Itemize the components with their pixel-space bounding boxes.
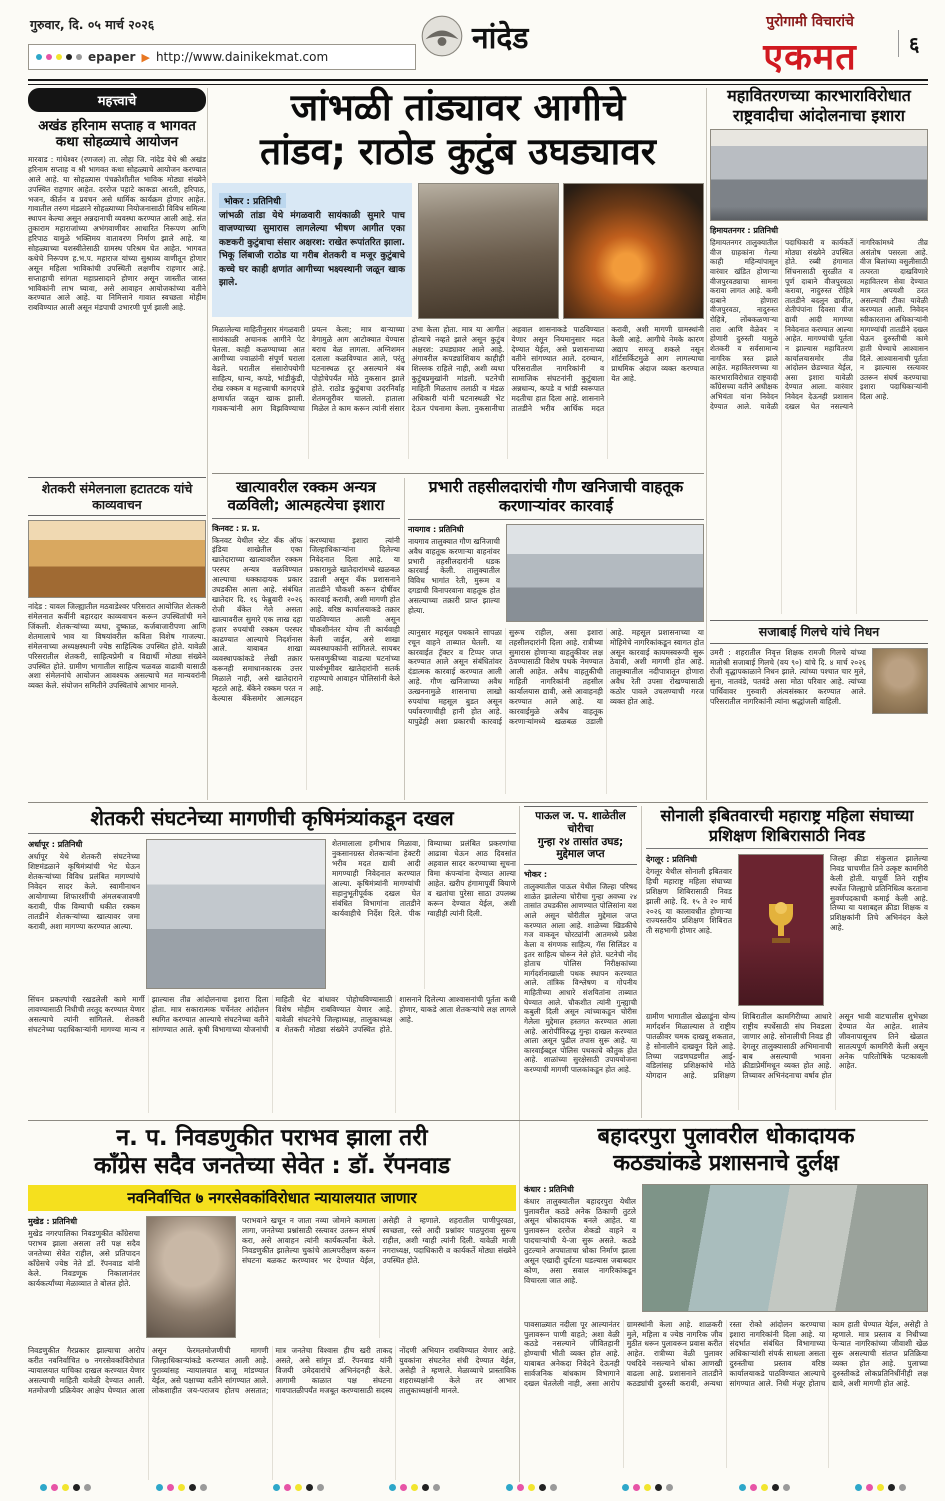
- article-headline: शेतकरी संमेलनाला हटातटक यांचे काव्यवाचन: [28, 477, 206, 516]
- article-lead-fire: [212, 86, 704, 459]
- color-dot: [317, 1484, 324, 1491]
- article-body: मुखेड नगरपालिका निवडणुकीत काँग्रेसचा पराभव झाला असला तरी पक्ष सदैव जनतेच्या सेवेत राहील, असे प्रतिपादन काँग्रेसचे ज्येष्ठ नेते डॉ. रॅपनवाड यांनी केले. निवडणूक निकालानंतर कार्यकर्त्यांच्या मेळाव्यात ते बोलत होते.: [28, 1229, 140, 1288]
- article-headline: प्रभारी तहसीलदारांची गौण खनिजाची वाहतूक करणाऱ्यांवर कारवाई: [408, 478, 704, 520]
- color-dot: [422, 1484, 429, 1491]
- article-body: किनवट येथील स्टेट बँक ऑफ इंडिया शाखेतील एका खातेदाराच्या खात्यावरील रक्कम परस्पर अन्यत्र वळविण्यात आल्याचा धक्कादायक प्रकार उघडकीस आला आहे. संबंधित खातेदार दि. १६ फेब्रुवारी २०२६ रोजी बँकेत गेले असता खात्यावरील सुमारे एक लाख दहा हजार रुपयांची रक्कम परस्पर काढण्यात आल्याचे निदर्शनास आले. याबाबत शाखा व्यवस्थापकांकडे लेखी तक्रार करूनही समाधानकारक उत्तर मिळाले नाही, असे खातेदाराने म्हटले आहे. बँकेने रक्कम परत न केल्यास बँकेसमोर आत्मदहन करण्याचा इशारा त्यांनी जिल्हाधिकाऱ्यांना दिलेल्या निवेदनात दिला आहे. या प्रकारामुळे खातेदारांमध्ये खळबळ उडाली असून बँक प्रशासनाने तातडीने चौकशी करून दोषींवर कारवाई करावी, अशी मागणी होत आहे. वरिष्ठ कार्यालयाकडे तक्रार पाठविण्यात आली असून चौकशीनंतर योग्य ती कार्यवाही केली जाईल, असे शाखा व्यवस्थापकांनी सांगितले. सायबर फसवणुकीच्या वाढत्या घटनांच्या पार्श्वभूमीवर खातेदारांनी सतर्क राहण्याचे आवाहन पोलिसांनी केले आहे.: [212, 535, 400, 703]
- lead-intro-text: जांभळी तांडा येथे मंगळवारी सायंकाळी सुमारे पाच वाजण्याच्या सुमारास लागलेल्या भीषण आगीत एका कष्टकरी कुटुंबाचा संसार अक्षरश: राखेत रूपांतरित झाला. भिकू लिंबाजी राठोड या गरीब शेतकरी व मजूर कुटुंबाचे कच्चे घर काही क्षणांत आगीच्या भक्ष्यस्थानी जळून खाक झाले.: [219, 210, 405, 289]
- article-lead-column: [408, 524, 500, 623]
- article-body: उमरी : शहरातील निवृत्त शिक्षक रामजी गिलचे यांच्या मातोश्री सजाबाई गिलचे (वय ९०) यांचे दि. ४ मार्च २०२६ रोजी वृद्धापकाळाने निधन झाले. त्यांच्या पश्चात चार मुले, सुना, नातवंडे, पतवंडे असा मोठा परिवार आहे. त्यांच्या पार्थिवावर गुरुवारी अंत्यसंस्कार करण्यात आले. परिसरातील नागरिकांनी त्यांना श्रद्धांजली वाहिली.: [710, 647, 866, 707]
- registration-dots: [739, 1484, 790, 1491]
- article-body: हिमायतनगर तालुक्यातील वीज ग्राहकांना गेल्या काही महिन्यांपासून वारंवार खंडित होणाऱ्या वीजपुरवठ्याचा सामना करावा लागत आहे. कमी दाबाने होणारा वीजपुरवठा, नादुरुस्त रोहित्रे, लोंबकळणाऱ्या तारा आणि वेळेवर न होणारी दुरुस्ती यामुळे शेतकरी व सर्वसामान्य नागरिक त्रस्त झाले आहेत. महावितरणच्या या कारभाराविरोधात राष्ट्रवादी काँग्रेसच्या वतीने अधीक्षक अभियंता यांना निवेदन देण्यात आले. यावेळी पदाधिकारी व कार्यकर्ते मोठ्या संख्येने उपस्थित होते. रब्बी हंगामात सिंचनासाठी सुरळीत व पूर्ण दाबाने वीजपुरवठा करावा, नादुरुस्त रोहित्रे तातडीने बदलून द्यावीत, शेतीपंपांना दिवसा वीज द्यावी आदी मागण्या निवेदनात करण्यात आल्या आहेत. मागण्यांची पूर्तता न झाल्यास महावितरण कार्यालयासमोर तीव्र आंदोलन छेडण्यात येईल, असा इशारा यावेळी देण्यात आला. वारंवार निवेदन देऊनही प्रशासन दखल घेत नसल्याने नागरिकांमध्ये तीव्र असंतोष पसरला आहे. वीज बिलांच्या वसुलीसाठी तत्परता दाखविणारे महावितरण सेवा देण्यात मात्र अपयशी ठरत असल्याची टीका यावेळी करण्यात आली. निवेदन स्वीकारताना अधिकाऱ्यांनी मागण्यांची तातडीने दखल घेऊन दुरुस्तीची कामे हाती घेण्याचे आश्वासन दिले. आश्वासनाची पूर्तता न झाल्यास रस्त्यावर उतरून संघर्ष करण्याचा इशारा पदाधिकाऱ्यांनी दिला आहे.: [710, 238, 928, 411]
- dateline: भोकर :: [524, 870, 548, 880]
- protest-memorandum-photo: [710, 129, 928, 221]
- section-rule: [28, 1120, 928, 1121]
- obituary-portrait-photo: [872, 648, 928, 714]
- color-dot: [40, 1484, 47, 1491]
- headline-line2: कठड्यांकडे प्रशासनाचे दुर्लक्ष: [613, 1150, 839, 1176]
- epaper-strip: [28, 44, 416, 70]
- article-headline: शेतकरी संघटनेच्या मागणीची कृषिमंत्र्यांकडून दखल: [28, 806, 516, 834]
- article-body: पावसाळ्यात नदीला पूर आल्यानंतर पुलावरून पाणी वाहते; अशा वेळी कठडे नसल्याने जीवितहानी होण्याची भीती व्यक्त होत आहे. याबाबत अनेकदा निवेदने देऊनही सार्वजनिक बांधकाम विभागाने दखल घेतलेली नाही, असा आरोप ग्रामस्थांनी केला आहे. शाळकरी मुले, महिला व ज्येष्ठ नागरिक जीव मुठीत धरून पुलावरून प्रवास करीत आहेत. रात्रीच्या वेळी पुलावर पथदिवे नसल्याने धोका आणखी वाढला आहे. प्रशासनाने तातडीने कठड्यांची दुरुस्ती करावी, अन्यथा रस्ता रोको आंदोलन करण्याचा इशारा नागरिकांनी दिला आहे. या संदर्भात संबंधित विभागाच्या अधिकाऱ्यांशी संपर्क साधला असता दुरुस्तीचा प्रस्ताव वरिष्ठ कार्यालयाकडे पाठविण्यात आल्याचे सांगण्यात आले. निधी मंजूर होताच काम हाती घेण्यात येईल, असेही ते म्हणाले. मात्र प्रस्ताव व निधीच्या फेऱ्यात नागरिकांच्या जीवाशी खेळ सुरू असल्याची संतप्त प्रतिक्रिया व्यक्त होत आहे. पुलाच्या दुरुस्तीकडे लोकप्रतिनिधींनीही लक्ष द्यावे, अशी मागणी होत आहे.: [524, 1319, 928, 1388]
- article-body: नायगाव तालुक्यात गौण खनिजाची अवैध वाहतूक करणाऱ्या वाहनांवर प्रभारी तहसीलदारांनी धडक कारवाई केली. तालुक्यातील विविध भागांत रेती, मुरूम व दगडाची विनापरवाना वाहतूक होत असल्याच्या तक्रारी प्राप्त झाल्या होत्या.: [408, 536, 500, 616]
- registration-dots: [40, 1484, 91, 1491]
- color-dot: [389, 1484, 396, 1491]
- arrow-icon: ▶: [141, 50, 150, 64]
- article-body: सिंचन प्रकल्पांची रखडलेली कामे मार्गी लावण्यासाठी निधीची तरतूद करण्यात येणार असल्याचे त्यांनी सांगितले. शेतकरी संघटनेच्या पदाधिकाऱ्यांनी मागण्या मान्य न झाल्यास तीव्र आंदोलनाचा इशारा दिला होता. मात्र सकारात्मक चर्चेनंतर आंदोलन स्थगित करण्यात आल्याचे संघटनेच्या वतीने सांगण्यात आले. कृषी विभागाच्या योजनांची माहिती थेट बांधावर पोहोचविण्यासाठी विशेष मोहीम राबविण्यात येणार आहे. यावेळी संघटनेचे जिल्हाध्यक्ष, तालुकाध्यक्ष व शेतकरी मोठ्या संख्येने उपस्थित होते. शासनाने दिलेल्या आश्वासनांची पूर्तता कधी होणार, याकडे आता शेतकऱ्यांचे लक्ष लागले आहे.: [28, 995, 516, 1035]
- headline-line1: न. प. निवडणुकीत पराभव झाला तरी: [116, 1125, 428, 1151]
- registration-dots: [506, 1484, 557, 1491]
- article-body: निवडणुकीत गैरप्रकार झाल्याचा आरोप करीत नवनिर्वाचित ७ नगरसेवकांविरोधात न्यायालयात याचिका दाखल करण्यात येणार असल्याची माहिती यावेळी देण्यात आली. मतमोजणी प्रक्रियेवर आक्षेप घेण्यात आला असून फेरमतमोजणीची मागणी जिल्हाधिकाऱ्यांकडे करण्यात आली आहे. पुराव्यांसह न्यायालयात बाजू मांडण्यात येईल, असे पक्षाच्या वतीने सांगण्यात आले. लोकशाहीत जय-पराजय होतच असतात; मात्र जनतेचा विश्वास हीच खरी ताकद असते, असे सांगून डॉ. रॅपनवाड यांनी विजयी उमेदवारांचे अभिनंदनही केले. आगामी काळात पक्ष संघटना गावपातळीपर्यंत मजबूत करण्यासाठी सदस्य नोंदणी अभियान राबविण्यात येणार आहे. युवकांना संघटनेत संधी देण्यात येईल, असेही ते म्हणाले. मेळाव्याचे प्रास्ताविक शहराध्यक्षांनी केले तर आभार तालुकाध्यक्षांनी मानले.: [28, 1346, 516, 1395]
- registration-dots: [855, 1484, 906, 1491]
- lead-headline-line2: तांडव; राठोड कुटुंब उघड्यावर: [260, 130, 656, 174]
- brand-name: एकमत: [763, 37, 857, 78]
- dateline: मुखेड : प्रतिनिधी: [28, 1217, 78, 1227]
- color-dot: [411, 1484, 418, 1491]
- column-rule: [706, 88, 707, 800]
- lead-headline-line1: जांभळी तांड्यावर आगीचे: [290, 86, 626, 129]
- article-headline: खात्यावरील रक्कम अन्यत्र वळविली; आत्महत्येचा इशारा: [212, 478, 400, 519]
- headline-line2: गुन्हा २४ तासांत उघड; मुद्देमाल जप्त: [537, 835, 624, 861]
- color-dot: [899, 1484, 906, 1491]
- color-dot: [622, 1484, 629, 1491]
- color-dot: [284, 1484, 291, 1491]
- important-box-label: महत्त्वाचे: [28, 88, 206, 112]
- dateline: देगलूर : प्रतिनिधी: [646, 855, 697, 865]
- article-body: देगलूर येथील सोनाली इबितवार हिची महाराष्ट्र महिला संघाच्या प्रशिक्षण शिबिरासाठी निवड झाली आहे. दि. १५ ते २० मार्च २०२६ या कालावधीत होणाऱ्या राज्यस्तरीय प्रशिक्षण शिबिरात ती सहभागी होणार आहे.: [646, 867, 732, 936]
- color-dot: [76, 54, 82, 60]
- color-dot: [644, 1484, 651, 1491]
- article-bank-fraud: [212, 478, 400, 790]
- registration-dots: [273, 1484, 324, 1491]
- dateline: कंधार : प्रतिनिधी: [524, 1184, 574, 1194]
- color-dot: [506, 1484, 513, 1491]
- article-lead-column: [524, 1184, 636, 1315]
- color-dot: [62, 1484, 69, 1491]
- column-rule: [207, 88, 208, 800]
- fire-flames-photo: [563, 183, 704, 319]
- article-bridge-railing: [524, 1124, 928, 1468]
- article-body: त्यानुसार महसूल पथकाने सापळा रचून वाहने ताब्यात घेतली. या कारवाईत ट्रॅक्टर व टिप्पर जप्त करण्यात आले असून संबंधितांवर दंडात्मक कारवाई करण्यात आली आहे. गौण खनिजाच्या अवैध उत्खननामुळे शासनाचा लाखो रुपयांचा महसूल बुडत असून पर्यावरणाचीही हानी होत आहे. यापुढेही अशा प्रकारची कारवाई सुरूच राहील, असा इशारा तहसीलदारांनी दिला आहे. रात्रीच्या सुमारास होणाऱ्या वाहतुकीवर लक्ष ठेवण्यासाठी विशेष पथके नेमण्यात आली आहेत. अवैध वाहतुकीची माहिती नागरिकांनी तहसील कार्यालयास द्यावी, असे आवाहनही करण्यात आले आहे. या कारवाईमुळे अवैध वाहतूक करणाऱ्यांमध्ये खळबळ उडाली आहे. महसूल प्रशासनाच्या या मोहिमेचे नागरिकांकडून स्वागत होत असून कारवाई कायमस्वरूपी सुरू ठेवावी, अशी मागणी होत आहे. तालुक्यातील नदीपात्रातून होणारा अवैध रेती उपसा रोखण्यासाठी कठोर पावले उचलण्याची गरज व्यक्त होत आहे.: [408, 627, 704, 726]
- color-dot: [655, 1484, 662, 1491]
- color-dot: [295, 1484, 302, 1491]
- article-congress: [28, 1124, 516, 1480]
- masthead-rule: [28, 79, 928, 85]
- headline-line2: काँग्रेस सदैव जनतेच्या सेवेत : डॉ. रॅपनवाड: [93, 1153, 450, 1180]
- sammelan-photo: [28, 520, 206, 598]
- color-dot: [855, 1484, 862, 1491]
- section-rule: [212, 473, 704, 474]
- article-body: जिल्हा क्रीडा संकुलात झालेल्या निवड चाचणीत तिने उत्कृष्ट कामगिरी केली होती. यापूर्वी तिने राष्ट्रीय स्पर्धेत जिल्ह्याचे प्रतिनिधित्व करताना सुवर्णपदकाची कमाई केली आहे. तिच्या या यशाबद्दल क्रीडा शिक्षक व प्रशिक्षकांनी तिचे अभिनंदन केले आहे.: [830, 854, 928, 933]
- color-dot: [189, 1484, 196, 1491]
- article-mahavitaran: [710, 86, 928, 756]
- headline-line1: पाऊल ज. प. शाळेतील चोरीचा: [535, 810, 626, 835]
- registration-dots: [156, 1484, 207, 1491]
- lead-intro-box: [212, 183, 412, 317]
- color-dot: [46, 54, 52, 60]
- color-dot: [306, 1484, 313, 1491]
- color-dot: [783, 1484, 790, 1491]
- article-farmers-demands: [28, 806, 516, 1113]
- headline-line1: बहादरपुरा पुलावरील धोकादायक: [597, 1124, 855, 1149]
- delegation-meeting-photo: [146, 839, 326, 989]
- edition-city: नांदेड: [472, 20, 529, 56]
- column-rule: [404, 478, 405, 800]
- registration-dots: [622, 1484, 673, 1491]
- edition-date: गुरुवार, दि. ०५ मार्च २०२६: [30, 17, 155, 32]
- article-headline: [524, 806, 637, 865]
- registration-dots-row: [40, 1484, 906, 1491]
- article-headline: सजाबाई गिलचे यांचे निधन: [710, 620, 928, 644]
- leader-portrait-photo: [146, 1216, 236, 1338]
- color-dot: [156, 1484, 163, 1491]
- dateline: अर्धापूर : प्रतिनिधी: [28, 840, 83, 850]
- article-body: ग्रामीण भागातील खेळाडूंना योग्य मार्गदर्शन मिळाल्यास ते राष्ट्रीय पातळीवर चमक दाखवू शकतात, हे सोनालीने दाखवून दिले आहे. तिच्या जडणघडणीत आई-वडिलांसह प्रशिक्षकांचे मोठे योगदान आहे. प्रशिक्षण शिबिरातील कामगिरीच्या आधारे राष्ट्रीय स्पर्धेसाठी संघ निवडला जाणार आहे. सोनालीची निवड ही देगलूर तालुक्यासाठी अभिमानाची बाब असल्याची भावना क्रीडाप्रेमींमधून व्यक्त होत आहे. तिच्यावर अभिनंदनाचा वर्षाव होत असून भावी वाटचालीस शुभेच्छा देण्यात येत आहेत. शालेय जीवनापासूनच तिने खेळात सातत्यपूर्ण कामगिरी केली असून अनेक पारितोषिके पटकावली आहेत.: [646, 1012, 928, 1081]
- article-body: तालुक्यातील पाऊल येथील जिल्हा परिषद शाळेत झालेल्या चोरीचा गुन्हा अवघ्या २४ तासांत उघडकीस आणण्यात पोलिसांना यश आले असून चोरीतील मुद्देमाल जप्त करण्यात आला आहे. शाळेच्या खिडकीचे गज वाकवून चोरट्यांनी आतमध्ये प्रवेश केला व संगणक साहित्य, गॅस सिलिंडर व इतर साहित्य चोरून नेले होते. घटनेची नोंद होताच पोलिस निरीक्षकांच्या मार्गदर्शनाखाली पथक स्थापन करण्यात आले. तांत्रिक विश्लेषण व गोपनीय माहितीच्या आधारे संशयितांना ताब्यात घेण्यात आले. चौकशीत त्यांनी गुन्ह्याची कबुली दिली असून त्यांच्याकडून चोरीस गेलेला मुद्देमाल हस्तगत करण्यात आला आहे. आरोपींविरुद्ध गुन्हा दाखल करण्यात आला असून पुढील तपास सुरू आहे. या कारवाईबद्दल पोलिस पथकाचे कौतुक होत आहे. शाळांच्या सुरक्षेसाठी उपाययोजना करण्याची मागणी पालकांकडून होत आहे.: [524, 882, 637, 1075]
- article-body: कंधार तालुक्यातील बहादरपुरा येथील पुलावरील कठडे अनेक ठिकाणी तुटले असून धोकादायक बनले आहेत. या पुलावरून दररोज शेकडो वाहने व पादचाऱ्यांची ये-जा सुरू असते. कठडे तुटल्याने अपघाताचा धोका निर्माण झाला असून एखादी दुर्घटना घडल्यास जबाबदार कोण, असा सवाल नागरिकांकडून विचारला जात आहे.: [524, 1196, 636, 1285]
- dateline: किनवट : प्र. प्र.: [212, 523, 260, 533]
- article-subheadline: नवनिर्वाचित ७ नगरसेवकांविरोधात न्यायालयात जाणार: [28, 1185, 516, 1211]
- color-dot: [433, 1484, 440, 1491]
- article-body: नांदेड : यावल जिल्ह्यातील मठवाडेश्वर परिसरात आयोजित शेतकरी संमेलनात कवींनी बहारदार काव्यवाचन करून उपस्थितांची मने जिंकली. शेतकऱ्यांच्या व्यथा, दुष्काळ, कर्जबाजारीपणा आणि शेतमालाचे भाव या विषयांवरील कविता विशेष गाजल्या. संमेलनाच्या अध्यक्षस्थानी ज्येष्ठ साहित्यिक उपस्थित होते. यावेळी परिसरातील शेतकरी, साहित्यप्रेमी व विद्यार्थी मोठ्या संख्येने उपस्थित होते. ग्रामीण भागातील साहित्य चळवळ वाढावी यासाठी अशा संमेलनांचे आयोजन आवश्यक असल्याचे मत मान्यवरांनी व्यक्त केले. संयोजन समितीने उपस्थितांचे आभार मानले.: [28, 602, 206, 691]
- bridge-road-photo: [642, 1184, 928, 1312]
- color-dot: [866, 1484, 873, 1491]
- article-body: मारवाड : गांधेश्वर (रणजल) ता. लोहा जि. नांदेड येथे श्री अखंड हरिनाम सप्ताह व श्री भागवत कथा सोहळ्याचे आयोजन करण्यात आले आहे. या सोहळ्यास पंचक्रोशीतील भाविक मोठ्या संख्येने उपस्थित राहणार आहेत. दररोज पहाटे काकडा आरती, हरिपाठ, भजन, कीर्तन व प्रवचन असे धार्मिक कार्यक्रम होणार आहेत. गावातील तरुण मंडळाने सोहळ्याच्या नियोजनासाठी विविध समित्या स्थापन केल्या असून अन्नदानाची व्यवस्था करण्यात आली आहे. संत तुकाराम महाराजांच्या अभंगवाणीवर आधारित निरूपण आणि हरिपाठ यामुळे भक्तिमय वातावरण निर्माण झाले आहे. या सोहळ्याच्या यशस्वीतेसाठी ग्रामस्थ परिश्रम घेत आहेत. भागवत कथेचे निरूपण ह.भ.प. महाराज यांच्या सुश्राव्य वाणीतून होणार असून महिला भाविकांची उपस्थिती लक्षणीय राहणार आहे. सप्ताहाची सांगता महाप्रसादाने होणार असून जास्तीत जास्त भाविकांनी लाभ घ्यावा, असे आवाहन आयोजकांच्या वतीने करण्यात आले आहे. या निमित्ताने गावात स्वच्छता मोहीम राबविण्यात आली असून मंडपाची उभारणी पूर्ण झाली आहे.: [28, 154, 206, 313]
- section-rule: [28, 802, 928, 803]
- article-body: अर्धापूर येथे शेतकरी संघटनेच्या शिष्टमंडळाने कृषिमंत्र्यांची भेट घेऊन शेतकऱ्यांच्या विविध प्रलंबित मागण्यांचे निवेदन सादर केले. स्वामीनाथन आयोगाच्या शिफारशींची अंमलबजावणी करावी, पीक विम्याची थकीत रक्कम तातडीने शेतकऱ्यांच्या खात्यावर जमा करावी, अशा मागण्या करण्यात आल्या.: [28, 852, 140, 931]
- article-school-theft: [524, 806, 637, 1130]
- article-headline: अखंड हरिनाम सप्ताह व भागवत कथा सोहळ्याचे आयोजन: [38, 118, 196, 151]
- article-body: पराभवाने खचून न जाता नव्या जोमाने कामाला लागा, जनतेच्या प्रश्नांसाठी रस्त्यावर उतरून संघर्ष करा, असे आवाहन त्यांनी कार्यकर्त्यांना केले. निवडणुकीत झालेल्या चुकांचे आत्मपरीक्षण करून संघटना बळकट करण्यावर भर देण्यात येईल, असेही ते म्हणाले. शहरातील पाणीपुरवठा, स्वच्छता, रस्ते आदी प्रश्नांवर पाठपुरावा सुरूच राहील, अशी ग्वाही त्यांनी दिली. यावेळी माजी नगराध्यक्ष, पदाधिकारी व कार्यकर्ते मोठ्या संख्येने उपस्थित होते.: [242, 1216, 516, 1265]
- fire-debris-photo: [418, 183, 559, 319]
- color-dot: [400, 1484, 407, 1491]
- article-body: मिळालेल्या माहितीनुसार मंगळवारी सायंकाळी अचानक आगीने पेट घेतला. काही कळण्याच्या आत आगीच्या ज्वाळांनी संपूर्ण घराला वेढले. घरातील संसारोपयोगी साहित्य, धान्य, कपडे, भांडीकुंडी, रोख रक्कम व महत्त्वाची कागदपत्रे क्षणार्धात जळून खाक झाली. गावकऱ्यांनी आग विझविण्याचा प्रयत्न केला; मात्र वाऱ्याच्या वेगामुळे आग आटोक्यात येण्यास बराच वेळ लागला. अग्निशमन दलाला कळविण्यात आले, परंतु घटनास्थळ दूर असल्याने बंब पोहोचेपर्यंत मोठे नुकसान झाले होते. राठोड कुटुंबाचा उदरनिर्वाह शेतमजुरीवर चालतो. हाताला मिळेल ते काम करून त्यांनी संसार उभा केला होता. मात्र या आगीत होत्याचे नव्हते झाले असून कुटुंब अक्षरश: उघड्यावर आले आहे. अंगावरील कपड्यांशिवाय काहीही शिल्लक राहिले नाही, अशी व्यथा कुटुंबप्रमुखांनी मांडली. घटनेची माहिती मिळताच तलाठी व मंडळ अधिकारी यांनी घटनास्थळी भेट देऊन पंचनामा केला. नुकसानीचा अहवाल शासनाकडे पाठविण्यात येणार असून नियमानुसार मदत देण्यात येईल, असे प्रशासनाच्या वतीने सांगण्यात आले. दरम्यान, परिसरातील नागरिकांनी व सामाजिक संघटनांनी कुटुंबाला अन्नधान्य, कपडे व भांडी स्वरूपात मदतीचा हात दिला आहे. शासनाने तातडीने भरीव आर्थिक मदत करावी, अशी मागणी ग्रामस्थांनी केली आहे. आगीचे नेमके कारण अद्याप समजू शकले नसून शॉर्टसर्किटमुळे आग लागल्याचा प्राथमिक अंदाज व्यक्त करण्यात येत आहे.: [212, 324, 704, 413]
- trophy-icon: [761, 898, 801, 962]
- color-dot: [51, 1484, 58, 1491]
- color-dot: [200, 1484, 207, 1491]
- color-dot: [539, 1484, 546, 1491]
- color-dot: [761, 1484, 768, 1491]
- epaper-url[interactable]: http://www.dainikekmat.com: [155, 50, 329, 64]
- article-sonali-selection: [646, 806, 928, 1110]
- color-dot: [550, 1484, 557, 1491]
- color-dot: [877, 1484, 884, 1491]
- color-dot: [739, 1484, 746, 1491]
- page-number: ६: [898, 30, 919, 57]
- brand-tagline: पुरोगामी विचारांचे: [766, 14, 854, 30]
- article-headline: सोनाली इबितवारची महाराष्ट्र महिला संघाच्या प्रशिक्षण शिबिरासाठी निवड: [646, 806, 928, 849]
- registration-dots: [36, 54, 82, 60]
- color-dot: [178, 1484, 185, 1491]
- color-dot: [666, 1484, 673, 1491]
- article-harinam-saptah: [28, 88, 206, 790]
- article-lead-column: [28, 839, 140, 990]
- dateline: भोकर : प्रतिनिधी: [219, 193, 286, 208]
- column-rule: [519, 806, 520, 1482]
- color-dot: [517, 1484, 524, 1491]
- color-dot: [73, 1484, 80, 1491]
- color-dot: [167, 1484, 174, 1491]
- color-dot: [633, 1484, 640, 1491]
- masthead-center: [420, 14, 528, 58]
- article-body: शेतमालाला हमीभाव मिळावा, नुकसानग्रस्त शेतकऱ्यांना हेक्टरी भरीव मदत द्यावी आदी मागण्याही निवेदनात करण्यात आल्या. कृषिमंत्र्यांनी मागण्यांची सहानुभूतीपूर्वक दखल घेत संबंधित विभागांना तातडीने कार्यवाहीचे निर्देश दिले. पीक विम्याच्या प्रलंबित प्रकरणांचा आढावा घेऊन आठ दिवसांत अहवाल सादर करण्याच्या सूचना विमा कंपन्यांना देण्यात आल्या आहेत. खरीप हंगामापूर्वी बियाणे व खतांचा पुरेसा साठा उपलब्ध करून देण्यात येईल, अशी ग्वाहीही त्यांनी दिली.: [332, 839, 516, 918]
- masthead-brand-block: [735, 12, 885, 80]
- article-headline: महावितरणच्या कारभाराविरोधात राष्ट्रवादीचा आंदोलनाचा इशारा: [727, 86, 911, 125]
- registration-dots: [389, 1484, 440, 1491]
- color-dot: [56, 54, 62, 60]
- epaper-label[interactable]: epaper: [88, 50, 136, 64]
- inspection-photo: [506, 524, 704, 622]
- article-tahsildar-action: [408, 478, 704, 794]
- color-dot: [273, 1484, 280, 1491]
- dateline: हिमायतनगर : प्रतिनिधी: [710, 226, 779, 236]
- color-dot: [36, 54, 42, 60]
- trophy-photo: [738, 854, 824, 1006]
- color-dot: [750, 1484, 757, 1491]
- masthead-emblem-icon: [420, 14, 464, 58]
- color-dot: [888, 1484, 895, 1491]
- color-dot: [528, 1484, 535, 1491]
- color-dot: [772, 1484, 779, 1491]
- dateline: नायगाव : प्रतिनिधी: [408, 524, 464, 534]
- article-lead-column: [646, 854, 732, 1007]
- column-rule: [641, 806, 642, 1118]
- color-dot: [84, 1484, 91, 1491]
- article-lead-column: [28, 1216, 140, 1341]
- color-dot: [66, 54, 72, 60]
